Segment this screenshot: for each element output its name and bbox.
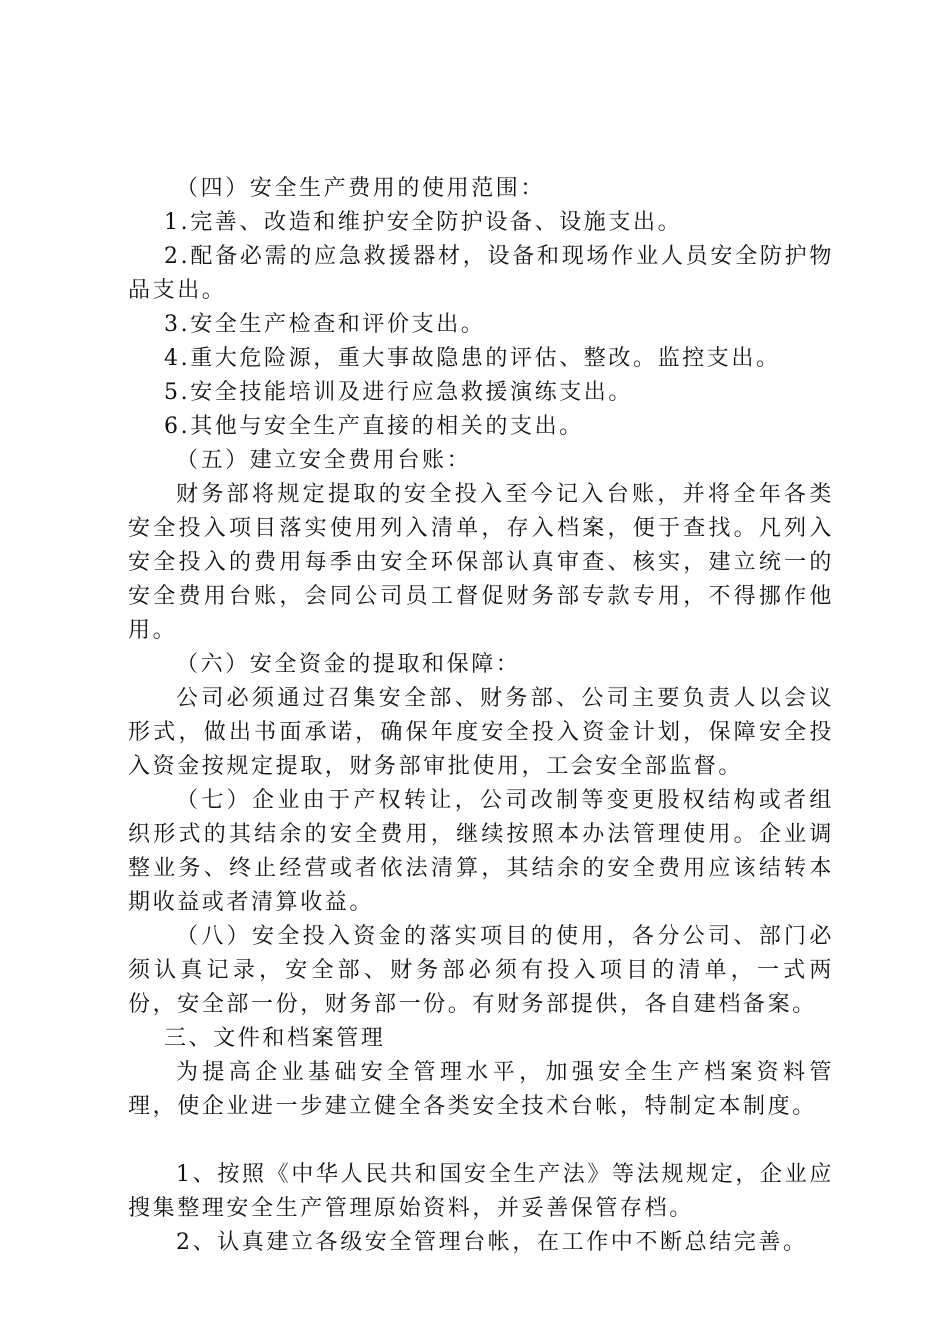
list-item-1: 1.完善、改造和维护安全防护设备、设施支出。 bbox=[164, 210, 683, 235]
list-item-3: 3.安全生产检查和评价支出。 bbox=[164, 312, 486, 337]
paragraph-archives-intro: 为提高企业基础安全管理水平，加强安全生产档案资料管理，使企业进一步建立健全各类安全技术台帐，特制定本制度。 bbox=[128, 1060, 834, 1119]
section-heading-ledger: （五）建立安全费用台账： bbox=[176, 448, 472, 473]
section-heading-funding: （六）安全资金的提取和保障： bbox=[176, 652, 521, 677]
list-item-5: 5.安全技能培训及进行应急救援演练支出。 bbox=[164, 380, 633, 405]
paragraph-ledger: 财务部将规定提取的安全投入至今记入台账，并将全年各类安全投入项目落实使用列入清单，存入档案，便于查找。凡列入安全投入的费用每季由安全环保部认真审查、核实，建立统一的安全费用台账，会同公司员工督促财务部专款专用，不得挪作他用。 bbox=[128, 482, 834, 643]
paragraph-archives-2: 2、认真建立各级安全管理台帐，在工作中不断总结完善。 bbox=[176, 1230, 808, 1255]
paragraph-section-7: （七）企业由于产权转让，公司改制等变更股权结构或者组织形式的其结余的安全费用，继续按照本办法管理使用。企业调整业务、终止经营或者依法清算，其结余的安全费用应该结转本期收益或者清算收益。 bbox=[128, 788, 834, 915]
paragraph-section-8: （八）安全投入资金的落实项目的使用，各分公司、部门必须认真记录，安全部、财务部必须有投入项目的清单，一式两份，安全部一份，财务部一份。有财务部提供，各自建档备案。 bbox=[128, 924, 834, 1017]
paragraph-archives-1: 1、按照《中华人民共和国安全生产法》等法规规定，企业应搜集整理安全生产管理原始资料，并妥善保管存档。 bbox=[128, 1162, 834, 1221]
section-heading-usage-scope: （四）安全生产费用的使用范围： bbox=[176, 176, 546, 201]
list-item-6: 6.其他与安全生产直接的相关的支出。 bbox=[164, 414, 584, 439]
list-item-4: 4.重大危险源，重大事故隐患的评估、整改。监控支出。 bbox=[164, 346, 781, 371]
document-body bbox=[128, 172, 834, 1260]
list-item-2: 2.配备必需的应急救援器材，设备和现场作业人员安全防护物品支出。 bbox=[128, 244, 834, 303]
paragraph-funding: 公司必须通过召集安全部、财务部、公司主要负责人以会议形式，做出书面承诺，确保年度安全投入资金计划，保障安全投入资金按规定提取，财务部审批使用，工会安全部监督。 bbox=[128, 686, 834, 779]
section-heading-archives: 三、文件和档案管理 bbox=[164, 1026, 386, 1051]
